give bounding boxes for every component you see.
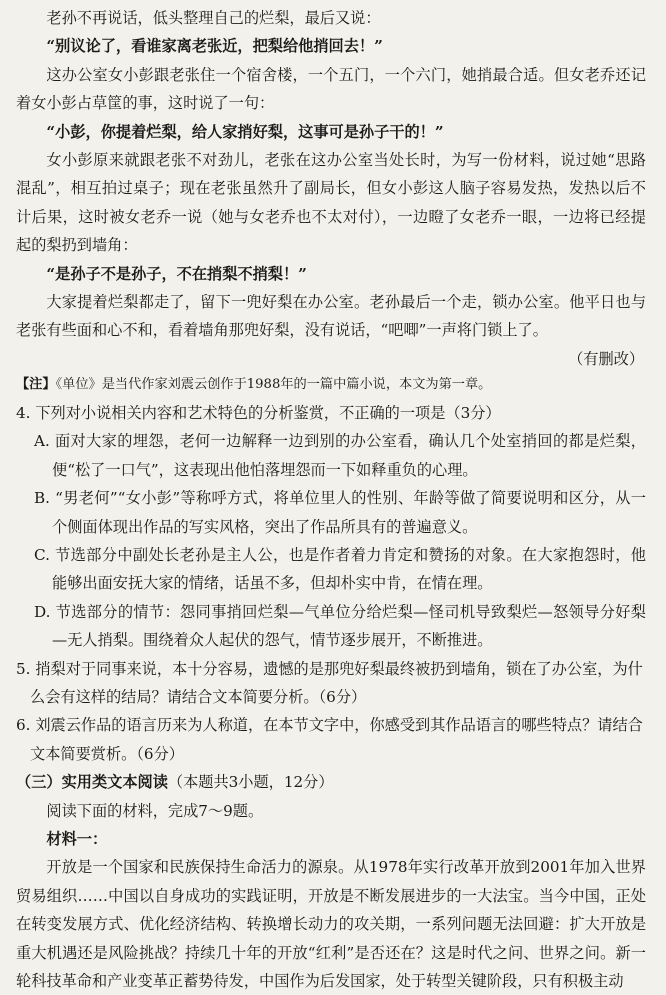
story-excerpt	[16, 4, 646, 373]
material-1-label: 材料一：	[46, 829, 108, 848]
story-dialogue: “是孙子不是孙子，不在捎梨不捎梨！”	[46, 264, 307, 283]
question-6: 6. 刘震云作品的语言历来为人称道，在本节文字中，你感受到其作品语言的哪些特点？请结合文本简要赏析。（6分）	[16, 716, 643, 763]
note-text: 《单位》是当代作家刘震云创作于1988年的一篇中篇小说，本文为第一章。	[55, 376, 492, 392]
question-4	[16, 399, 646, 655]
question-4-option-c: C. 节选部分中副处长老孙是主人公，也是作者着力肯定和赞扬的对象。在大家抱怨时，他能够出面安抚大家的情绪，话虽不多，但却朴实中肯，在情在理。	[34, 545, 646, 593]
story-dialogue: “别议论了，看谁家离老张近，把梨给他捎回去！”	[46, 37, 383, 56]
question-5: 5. 捎梨对于同事来说，本十分容易，遗憾的是那兜好梨最终被扔到墙角，锁在了办公室，为什么会有这样的结局？请结合文本简要分析。（6分）	[16, 659, 643, 706]
question-4-option-d: D. 节选部分的情节：怨同事捎回烂梨—气单位分给烂梨—怪司机导致梨烂—怒领导分好梨—无人捎梨。围绕着众人起伏的怨气，情节逐步展开，不断推进。	[34, 602, 646, 650]
story-paragraph: 女小彭原来就跟老张不对劲儿，老张在这办公室当处长时，为写一份材料，说过她“思路混乱”，相互拍过桌子；现在老张虽然升了副局长，但女小彭这人脑子容易发热，发热以后不计后果，这时被女老乔一说（她与女老乔也不太对付），一边瞪了女老乔一眼，一边将已经提起的梨扔到墙角：	[16, 151, 646, 255]
question-4-option-b: B. “男老何”“女小彭”等称呼方式，将单位里人的性别、年龄等做了简要说明和区分，从一个侧面体现出作品的写实风格，突出了作品所具有的普遍意义。	[34, 489, 646, 536]
question-4-option-a: A. 面对大家的埋怨，老何一边解释一边到别的办公室看，确认几个处室捎回的都是烂梨，便“松了一口气”，这表现出他怕落埋怨而一下如释重负的心理。	[34, 432, 646, 479]
question-4-title: 4. 下列对小说相关内容和艺术特色的分析鉴赏，不正确的一项是（3分）	[16, 403, 501, 422]
story-paragraph: 老孙不再说话，低头整理自己的烂梨，最后又说：	[46, 9, 381, 27]
source-note: （有删改）	[568, 349, 644, 368]
section-3-instruction: 阅读下面的材料，完成7～9题。	[46, 801, 264, 820]
section-3-meta: （本题共3小题，12分）	[167, 773, 334, 792]
story-paragraph: 大家提着烂梨都走了，留下一兜好梨在办公室。老孙最后一个走，锁办公室。他平日也与老张有些面和心不和，看着墙角那兜好梨，没有说话，“吧唧”一声将门锁上了。	[16, 293, 646, 340]
section-3	[16, 768, 646, 995]
material-1-text: 开放是一个国家和民族保持生命活力的源泉。从1978年实行改革开放到2001年加入世界贸易组织……中国以自身成功的实践证明，开放是不断发展进步的一大法宝。当今中国，正处在转变发展方式、优化经济结构、转换增长动力的攻关期，一系列问题无法回避：扩大开放是重大机遇还是风险挑战？持续几十年的开放“红利”是否还在？这是时代之问、世界之问。新一轮科技革命和产业变革正蓄势待发，中国作为后发国家，处于转型关键阶段，只有积极主动	[16, 858, 646, 990]
section-3-heading	[16, 768, 646, 796]
note-label: 【注】	[16, 376, 56, 392]
section-3-title: （三）实用类文本阅读	[16, 773, 168, 792]
story-dialogue: “小彭，你提着烂梨，给人家捎好梨，这事可是孙子干的！”	[46, 122, 444, 141]
story-paragraph: 这办公室女小彭跟老张住一个宿舍楼，一个五门，一个六门，她捎最合适。但女老乔还记着女小彭占草筐的事，这时说了一句：	[16, 65, 646, 113]
annotation-note	[16, 373, 646, 397]
